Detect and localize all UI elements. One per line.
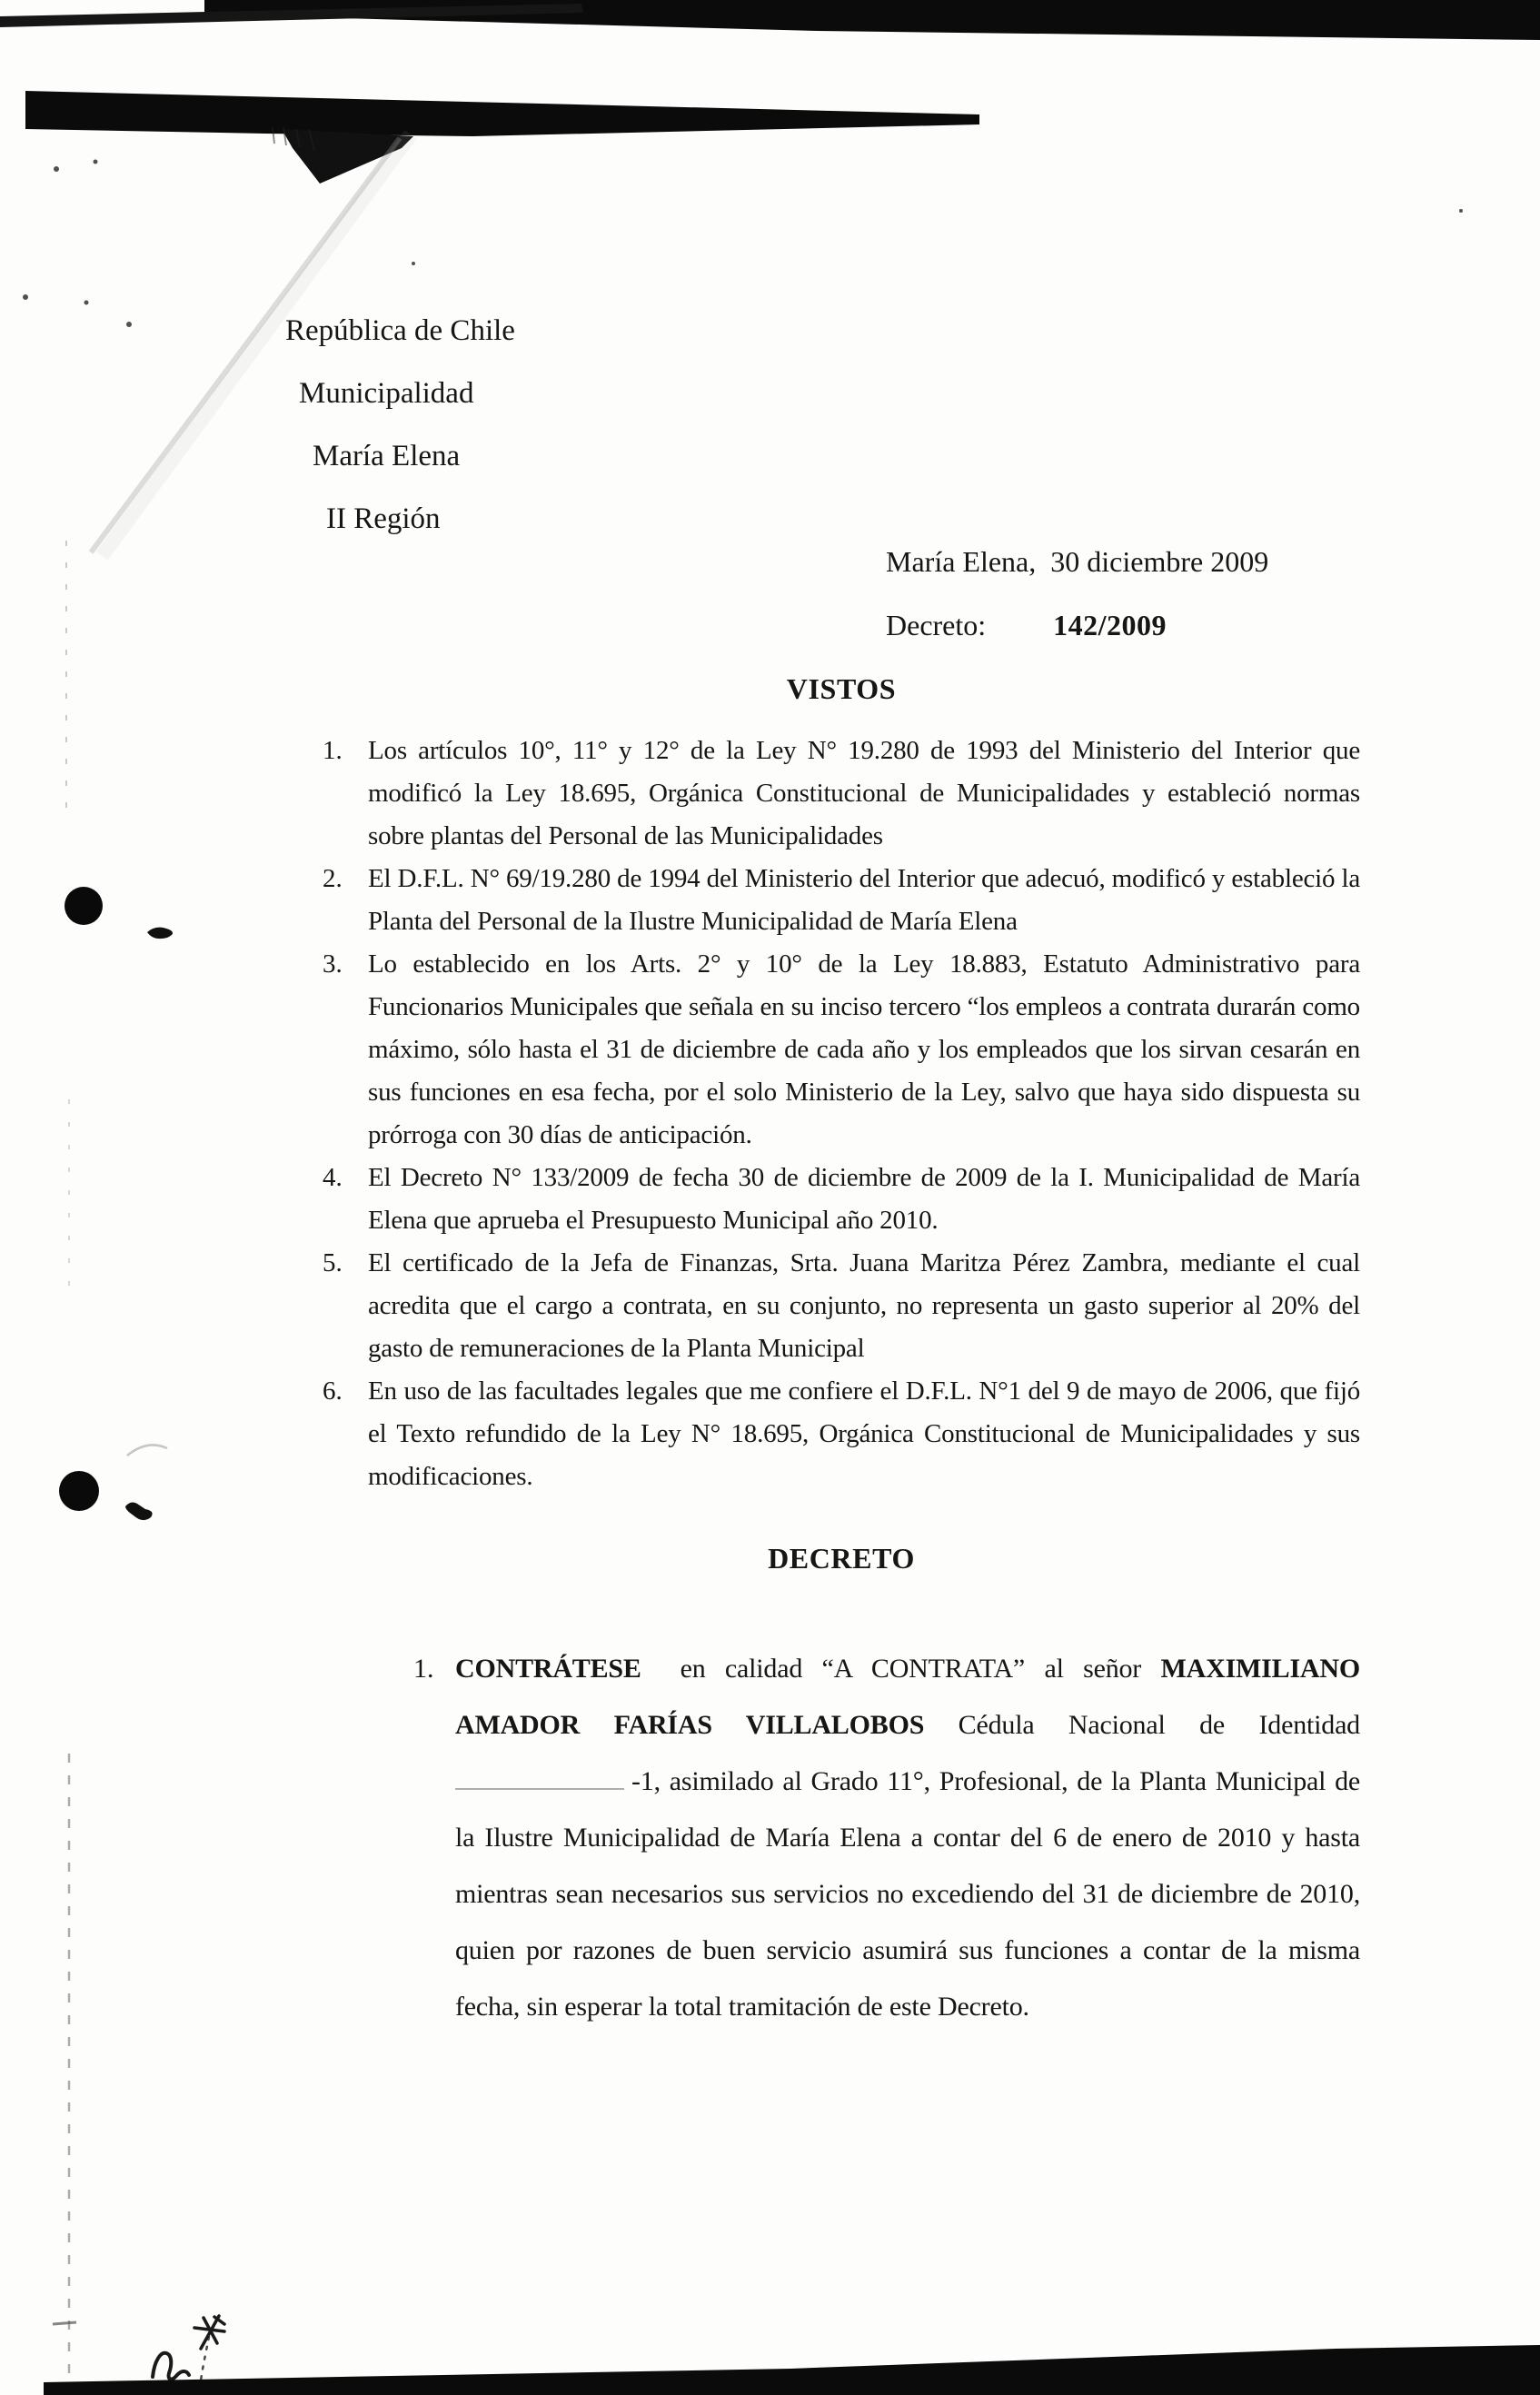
- scan-fringe-icon: [273, 127, 314, 151]
- vistos-item-number: 3.: [323, 949, 343, 979]
- decreto-heading: DECRETO: [768, 1542, 915, 1575]
- decreto-middle: en calidad “A CONTRATA” al señor: [641, 1654, 1161, 1684]
- feed-edge-tick-icon: [53, 2322, 76, 2324]
- scan-bar-bottom-icon: [44, 2345, 1540, 2395]
- letterhead: [285, 300, 515, 551]
- decreto-after-redaction: -1, asimilado al Grado 11°, Profesional, de la Planta Municipal de la Ilustre Municipalidad de María Elena a contar del 6 de enero de 2010 y hasta mientras sean necesarios sus servicios no excediendo del 31 de diciembre de 2010, quien por razones de buen servicio asumirá sus funciones a contar de la misma fecha, sin esperar la total tramitación de este Decreto.: [455, 1766, 1360, 2022]
- letterhead-region: II Región: [326, 502, 441, 535]
- vistos-list: [323, 730, 1360, 1498]
- vistos-item-text: El D.F.L. N° 69/19.280 de 1994 del Ministerio del Interior que adecuó, modificó y estableció la Planta del Personal de la Ilustre Municipalidad de María Elena: [368, 864, 1360, 936]
- decreto-verb: CONTRÁTESE: [455, 1654, 641, 1684]
- vistos-item-text: El Decreto N° 133/2009 de fecha 30 de diciembre de 2009 de la I. Municipalidad de María Elena que aprueba el Presupuesto Municipal año 2010.: [368, 1163, 1360, 1235]
- letterhead-entity: Municipalidad: [299, 377, 474, 410]
- vistos-item: [323, 1370, 1360, 1498]
- scan-streak-top-left-icon: [0, 4, 583, 27]
- vistos-item: [323, 1242, 1360, 1370]
- vistos-item: [323, 1157, 1360, 1242]
- dateline-block: [886, 545, 1268, 642]
- scan-wedge-icon: [282, 129, 413, 184]
- redacted-id-gap: [455, 1783, 624, 1790]
- pen-arc-bottom-icon: [127, 1445, 167, 1456]
- vistos-item-number: 5.: [323, 1248, 343, 1277]
- vistos-item-text: El certificado de la Jefa de Finanzas, Srta. Juana Maritza Pérez Zambra, mediante el cual acredita que el cargo a contrata, en su conjunto, no representa un gasto superior al 20% del gasto de remuneraciones de la Planta Municipal: [368, 1248, 1360, 1363]
- vistos-item: [323, 730, 1360, 858]
- scan-bar-second-icon: [25, 91, 979, 136]
- decreto-person-name: MAXIMILIANO AMADOR FARÍAS VILLALOBOS: [455, 1654, 1360, 1740]
- place-and-date: María Elena, 30 diciembre 2009: [886, 545, 1269, 578]
- letterhead-commune: María Elena: [313, 440, 461, 472]
- vistos-item: [323, 858, 1360, 943]
- pen-smudge-top-icon: [147, 928, 173, 939]
- decreto-item-text: [455, 1641, 1360, 2035]
- vistos-item-text: Los artículos 10°, 11° y 12° de la Ley N° 19.280 de 1993 del Ministerio del Interior que modificó la Ley 18.695, Orgánica Constitucional de Municipalidades y estableció normas sobre plantas del Personal de las Municipalidades: [368, 736, 1360, 850]
- scan-bar-top-edge-icon: [204, 0, 1540, 40]
- vistos-item-text: En uso de las facultades legales que me confiere el D.F.L. N°1 del 9 de mayo de 2006, que fijó el Texto refundido de la Ley N° 18.695, Orgánica Constitucional de Municipalidades y sus modificaciones.: [368, 1376, 1360, 1491]
- vistos-heading: VISTOS: [786, 672, 897, 705]
- decreto-after-name: Cédula Nacional de Identidad: [924, 1710, 1360, 1740]
- handwritten-star-mark-icon: [194, 2316, 224, 2380]
- letterhead-country: República de Chile: [285, 314, 515, 347]
- vistos-item-number: 2.: [323, 864, 343, 893]
- hole-punch-bottom-icon: [59, 1471, 99, 1511]
- decree-number: 142/2009: [1053, 609, 1167, 641]
- decreto-item-number: 1.: [413, 1654, 434, 1684]
- handwritten-scribble-icon: [153, 2353, 189, 2380]
- decreto-item: [413, 1641, 1360, 2035]
- hole-punch-top-icon: [65, 887, 103, 925]
- vistos-item-number: 1.: [323, 736, 343, 765]
- vistos-item-text: Lo establecido en los Arts. 2° y 10° de la Ley 18.883, Estatuto Administrativo para Funcionarios Municipales que señala en su inciso tercero “los empleos a contrata durarán como máximo, sólo hasta el 31 de diciembre de cada año y los empleados que los sirvan cesarán en sus funciones en esa fecha, por el solo Ministerio de la Ley, salvo que haya sido dispuesta su prórroga con 30 días de anticipación.: [368, 949, 1360, 1149]
- vistos-item-number: 4.: [323, 1163, 343, 1192]
- dust-specks-icon: [23, 160, 1463, 328]
- vistos-item: [323, 943, 1360, 1157]
- document-body: [323, 672, 1360, 2035]
- vistos-item-number: 6.: [323, 1376, 343, 1406]
- pen-smudge-bottom-icon: [125, 1503, 153, 1521]
- decree-label: Decreto:: [886, 609, 987, 641]
